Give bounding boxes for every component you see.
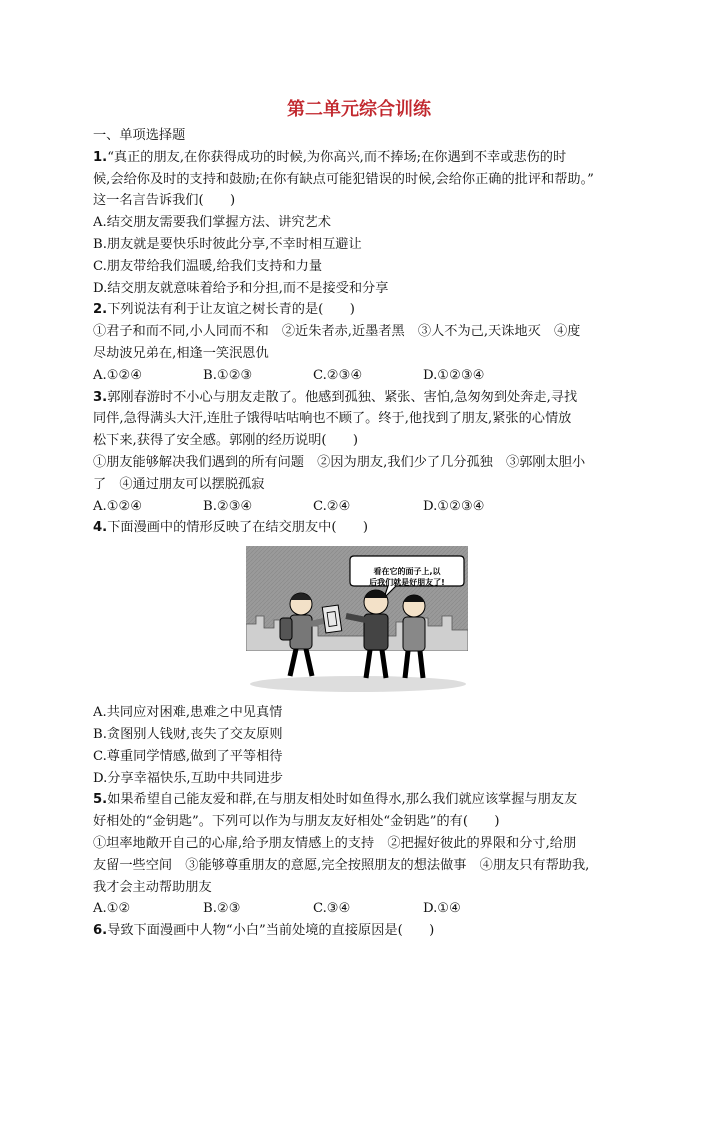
option-d: D.①④ xyxy=(423,901,461,917)
question-5 xyxy=(93,789,628,920)
statement-line: ①朋友能够解决我们遇到的所有问题 ②因为朋友,我们少了几分孤独 ③郭刚太胆小 xyxy=(93,454,586,470)
question-number: 4. xyxy=(93,520,108,536)
option-c: C.②③④ xyxy=(313,367,363,383)
option-d: D.分享幸福快乐,互助中共同进步 xyxy=(93,770,283,786)
option-c: C.尊重同学情感,做到了平等相待 xyxy=(93,748,283,764)
question-3 xyxy=(93,387,628,518)
question-number: 2. xyxy=(93,302,108,318)
cartoon-illustration xyxy=(246,546,468,696)
question-stem: 下列说法有利于让友谊之树长青的是( ) xyxy=(107,302,355,318)
question-2 xyxy=(93,299,628,386)
statement-line: ①君子和而不同,小人同而不和 ②近朱者赤,近墨者黑 ③人不为己,天诛地灭 ④度 xyxy=(93,324,581,340)
option-a: A.共同应对困难,患难之中见真情 xyxy=(93,705,283,721)
speech-bubble-text: 看在它的面子上,以 后我们就是好朋友了! xyxy=(369,567,445,588)
option-row xyxy=(93,898,628,920)
question-6 xyxy=(93,920,628,942)
question-stem-line: “真正的朋友,在你获得成功的时候,为你高兴,而不捧场;在你遇到不幸或悲伤的时 xyxy=(107,149,567,165)
option-d: D.①②③④ xyxy=(423,498,485,514)
question-number: 6. xyxy=(93,923,108,939)
question-4 xyxy=(93,517,628,789)
question-number: 3. xyxy=(93,389,108,405)
option-b: B.朋友就是要快乐时彼此分享,不幸时相互避让 xyxy=(93,236,362,252)
question-stem-line: 好相处的“金钥匙”。下列可以作为与朋友友好相处“金钥匙”的有( ) xyxy=(93,814,500,830)
option-a: A.①②④ xyxy=(93,498,143,514)
question-number: 1. xyxy=(93,149,108,165)
option-row xyxy=(93,496,628,518)
question-stem-line: 如果希望自己能友爱和群,在与朋友相处时如鱼得水,那么我们就应该掌握与朋友友 xyxy=(107,792,578,808)
section-heading: 一、单项选择题 xyxy=(93,128,186,143)
option-c: C.②④ xyxy=(313,498,351,514)
option-a: A.①② xyxy=(93,901,131,917)
option-row xyxy=(93,365,628,387)
option-c: C.朋友带给我们温暖,给我们支持和力量 xyxy=(93,258,323,274)
question-number: 5. xyxy=(93,792,108,808)
question-stem-line: 这一名言告诉我们( ) xyxy=(93,193,236,209)
option-c: C.③④ xyxy=(313,901,351,917)
question-stem-line: 同伴,急得满头大汗,连肚子饿得咕咕响也不顾了。终于,他找到了朋友,紧张的心情放 xyxy=(93,411,572,427)
statement-line: 了 ④通过朋友可以摆脱孤寂 xyxy=(93,476,265,492)
question-stem: 导致下面漫画中人物“小白”当前处境的直接原因是( ) xyxy=(107,923,435,939)
option-d: D.结交朋友就意味着给予和分担,而不是接受和分享 xyxy=(93,280,389,296)
option-a: A.①②④ xyxy=(93,367,143,383)
option-a: A.结交朋友需要我们掌握方法、讲究艺术 xyxy=(93,215,331,231)
option-d: D.①②③④ xyxy=(423,367,485,383)
statement-line: 尽劫波兄弟在,相逢一笑泯恩仇 xyxy=(93,345,269,361)
page-title: 第二单元综合训练 xyxy=(287,99,431,120)
option-b: B.②③ xyxy=(203,901,241,917)
statement-line: 我才会主动帮助朋友 xyxy=(93,879,212,895)
question-stem-line: 松下来,获得了安全感。郭刚的经历说明( ) xyxy=(93,433,359,449)
question-list xyxy=(93,125,628,942)
option-b: B.①②③ xyxy=(203,367,253,383)
question-stem-line: 郭刚春游时不小心与朋友走散了。他感到孤独、紧张、害怕,急匆匆到处奔走,寻找 xyxy=(107,389,578,405)
question-stem-line: 候,会给你及时的支持和鼓励;在你有缺点可能犯错误的时候,会给你正确的批评和帮助。” xyxy=(93,171,594,187)
option-b: B.②③④ xyxy=(203,498,253,514)
question-stem: 下面漫画中的情形反映了在结交朋友中( ) xyxy=(107,520,369,536)
statement-line: ①坦率地敞开自己的心扉,给予朋友情感上的支持 ②把握好彼此的界限和分寸,给朋 xyxy=(93,835,577,851)
question-1 xyxy=(93,147,628,300)
statement-line: 友留一些空间 ③能够尊重朋友的意愿,完全按照朋友的想法做事 ④朋友只有帮助我, xyxy=(93,857,590,873)
option-b: B.贪图别人钱财,丧失了交友原则 xyxy=(93,726,283,742)
